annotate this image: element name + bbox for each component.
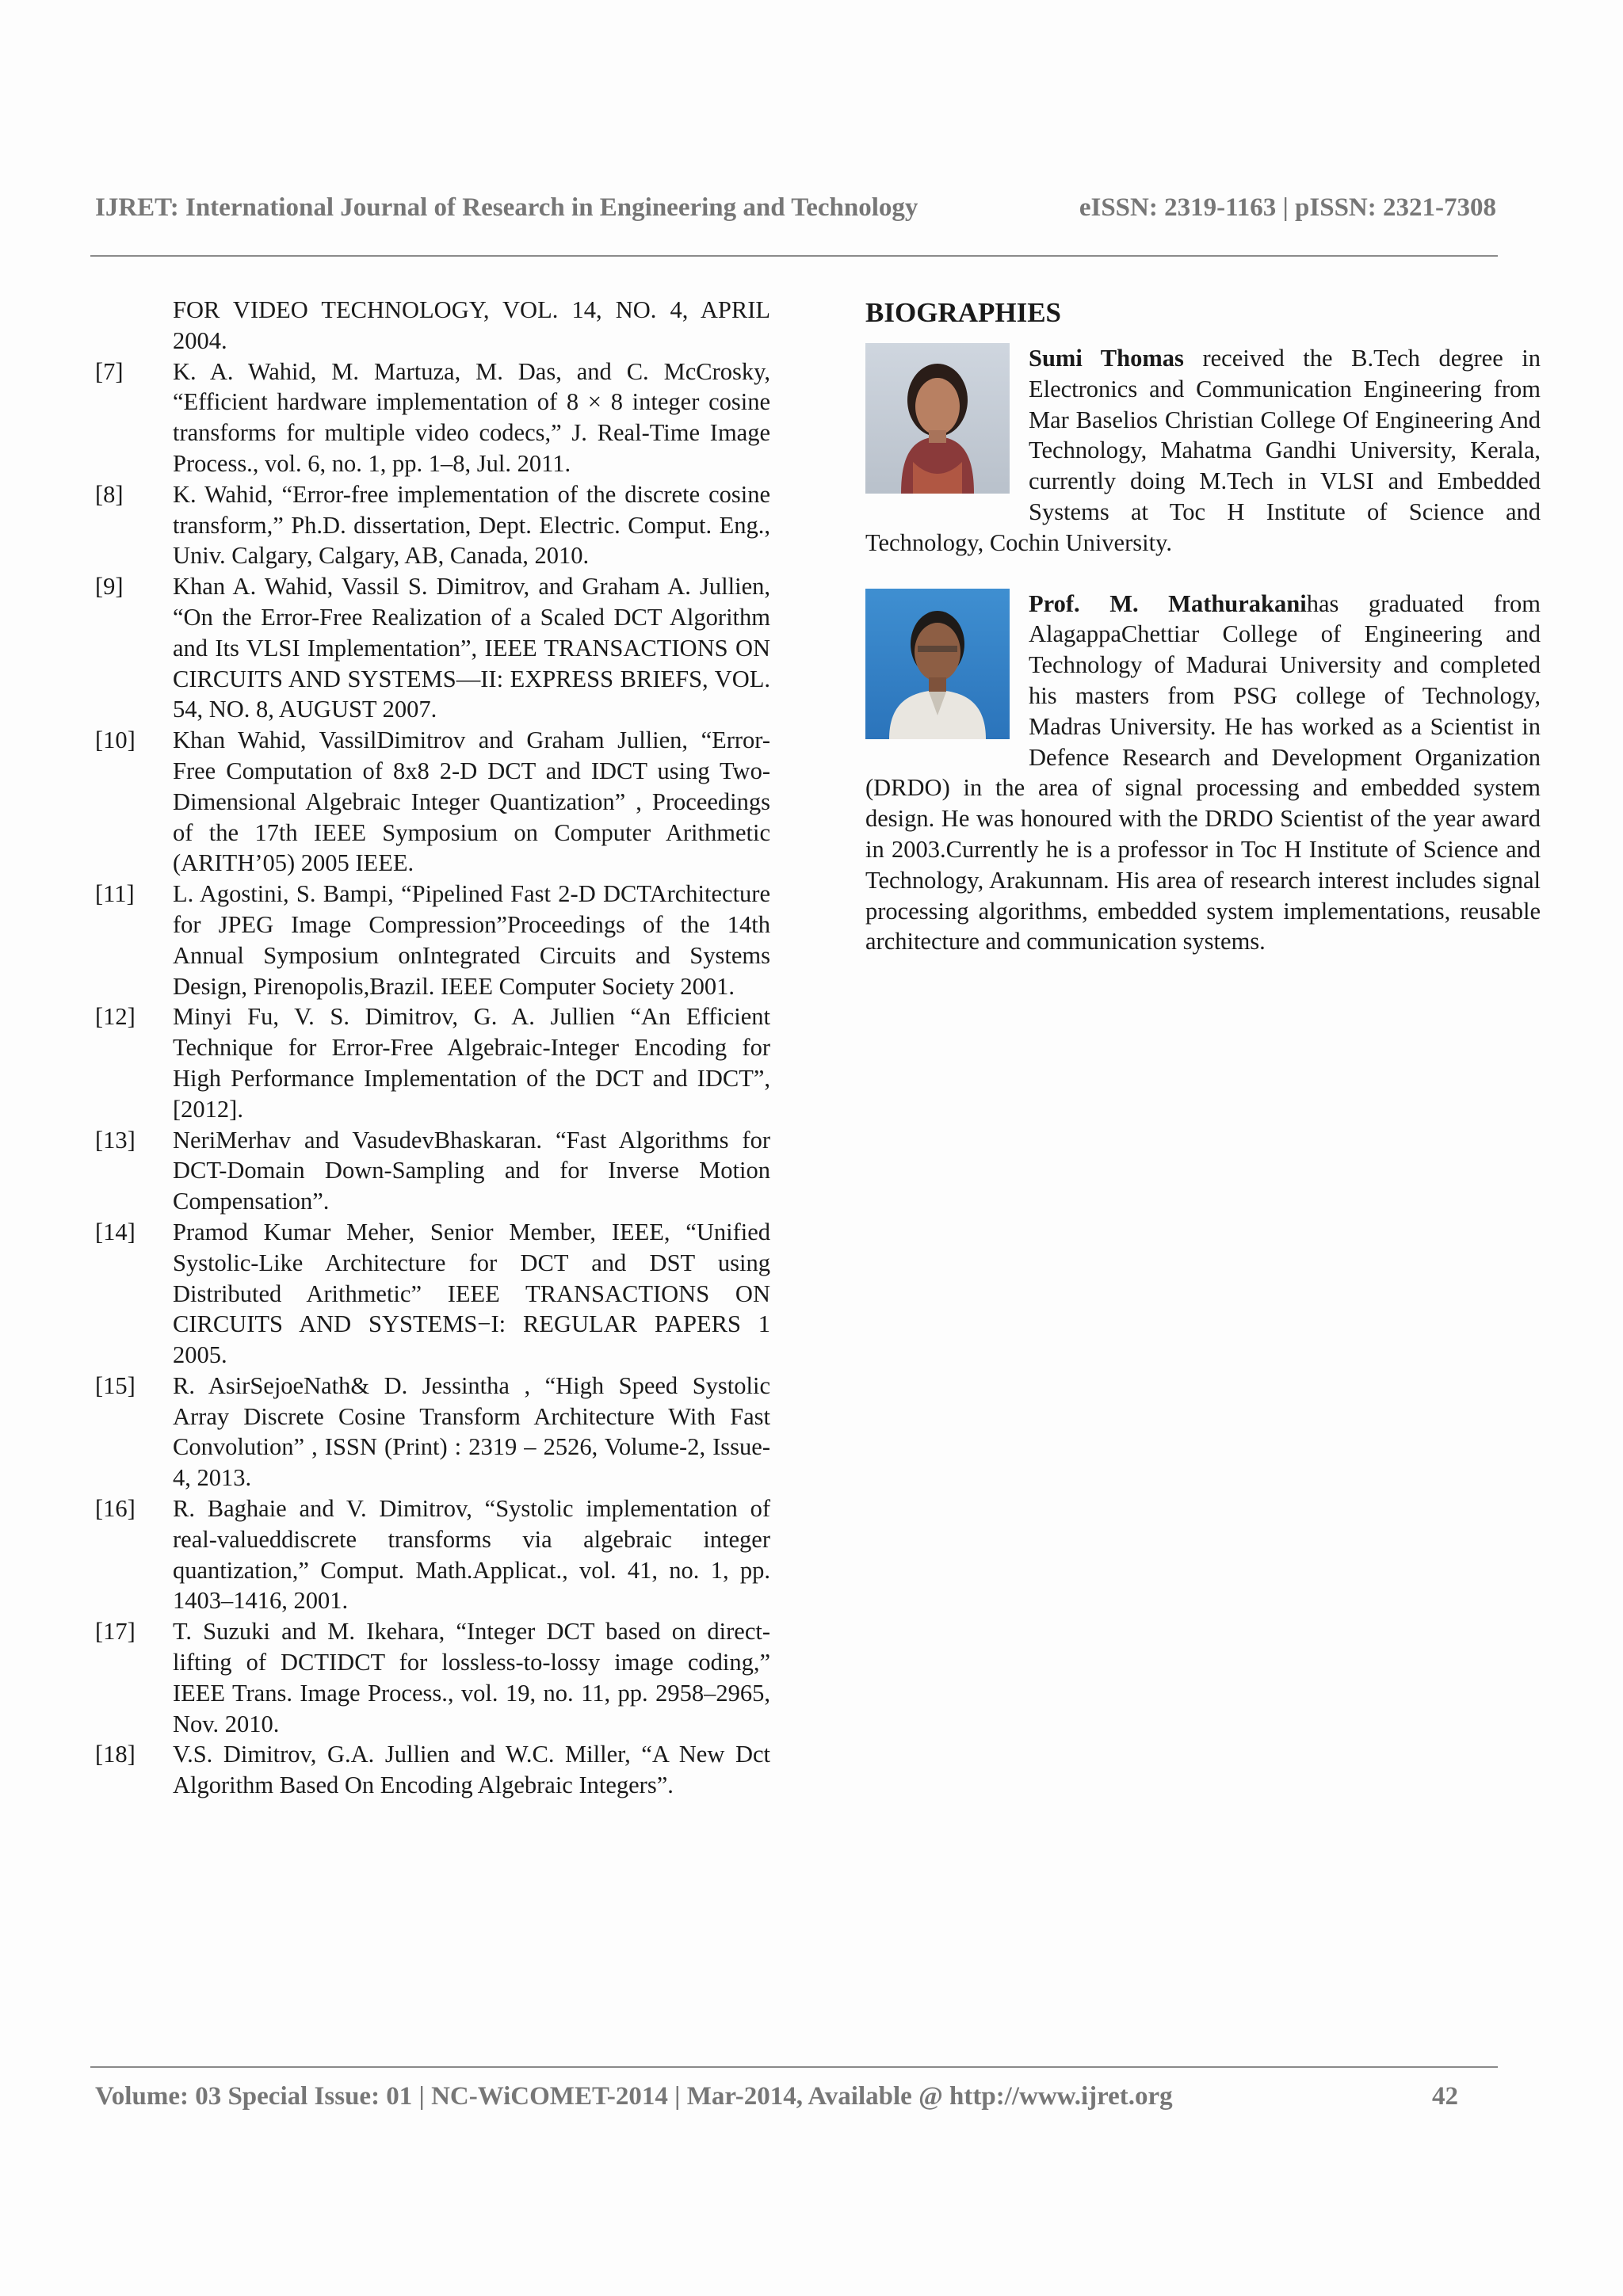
reference-item — [95, 1371, 770, 1493]
reference-number: [10] — [95, 727, 136, 754]
reference-number: [13] — [95, 1126, 136, 1154]
issn: eISSN: 2319-1163 | pISSN: 2321-7308 — [1079, 193, 1496, 222]
reference-text: K. Wahid, “Error-free implementation of the discrete cosine transform,” Ph.D. dissertation, Dept. Electric. Comput. Eng., Univ. Calgary, Calgary, AB, Canada, 2010. — [173, 480, 770, 570]
biography-entry — [865, 589, 1541, 958]
reference-item — [95, 1217, 770, 1371]
reference-text: Khan Wahid, VassilDimitrov and Graham Jullien, “Error-Free Computation of 8x8 2-D DCT and IDCT using Two-Dimensional Algebraic Integer Quantization” , Proceedings of the 17th IEEE Symposium on Computer Arithmetic (ARITH’05) 2005 IEEE. — [173, 727, 770, 877]
footer-rule — [90, 2066, 1498, 2068]
reference-text: Khan A. Wahid, Vassil S. Dimitrov, and Graham A. Jullien, “On the Error-Free Realization of a Scaled DCT Algorithm and Its VLSI Implementation”, IEEE TRANSACTIONS ON CIRCUITS AND SYSTEMS—II: EXPRESS BRIEFS, VOL. 54, NO. 8, AUGUST 2007. — [173, 573, 770, 723]
reference-text: V.S. Dimitrov, G.A. Jullien and W.C. Miller, “A New Dct Algorithm Based On Encoding Algebraic Integers”. — [173, 1741, 770, 1799]
reference-item — [95, 571, 770, 725]
reference-number: [17] — [95, 1618, 136, 1646]
header-rule — [90, 255, 1498, 257]
section-heading: BIOGRAPHIES — [865, 297, 1061, 328]
reference-number: [8] — [95, 480, 124, 508]
author-photo — [865, 343, 1010, 494]
running-header — [95, 193, 1496, 223]
reference-item — [95, 479, 770, 571]
reference-text: FOR VIDEO TECHNOLOGY, VOL. 14, NO. 4, APRIL 2004. — [173, 296, 770, 354]
reference-text: L. Agostini, S. Bampi, “Pipelined Fast 2-D DCTArchitecture for JPEG Image Compression”Proceedings of the 14th Annual Symposium onIntegrated Circuits and Systems Design, Pirenopolis,Brazil. IEEE Computer Society 2001. — [173, 880, 770, 1000]
reference-text: Pramod Kumar Meher, Senior Member, IEEE, “Unified Systolic-Like Architecture for DCT and DST using Distributed Arithmetic” IEEE TRANSACTIONS ON CIRCUITS AND SYSTEMS−I: REGULAR PAPERS 1 2005. — [173, 1218, 770, 1369]
author-name: Sumi Thomas — [1029, 345, 1184, 372]
references-column — [95, 295, 770, 1801]
reference-item — [95, 1125, 770, 1217]
reference-item — [95, 1616, 770, 1739]
reference-item — [95, 1739, 770, 1801]
reference-text: R. Baghaie and V. Dimitrov, “Systolic implementation of real-valueddiscrete transforms via algebraic integer quantization,” Comput. Math.Applicat., vol. 41, no. 1, pp. 1403–1416, 2001. — [173, 1495, 770, 1615]
author-photo — [865, 589, 1010, 739]
reference-number: [15] — [95, 1371, 136, 1399]
author-name: Prof. M. Mathurakani — [1029, 589, 1307, 617]
reference-number: [16] — [95, 1495, 136, 1523]
reference-text: T. Suzuki and M. Ikehara, “Integer DCT based on direct-lifting of DCTIDCT for lossless-to-lossy image coding,” IEEE Trans. Image Process., vol. 19, no. 11, pp. 2958–2965, Nov. 2010. — [173, 1618, 770, 1737]
journal-title: IJRET: International Journal of Research in Engineering and Technology — [95, 193, 918, 222]
footer-volume-info: Volume: 03 Special Issue: 01 | NC-WiCOMET-2014 | Mar-2014, Available @ http://www.ijret.org — [95, 2082, 1173, 2111]
page-number: 42 — [1432, 2082, 1458, 2111]
reference-number: [7] — [95, 357, 124, 385]
reference-item — [95, 1493, 770, 1616]
reference-text: NeriMerhav and VasudevBhaskaran. “Fast Algorithms for DCT-Domain Down-Sampling and for Inverse Motion Compensation”. — [173, 1126, 770, 1215]
biography-entry — [865, 343, 1541, 559]
reference-item — [95, 725, 770, 879]
reference-text: K. A. Wahid, M. Martuza, M. Das, and C. McCrosky, “Efficient hardware implementation of 8 × 8 integer cosine transforms for multiple video codecs,” J. Real-Time Image Process., vol. 6, no. 1, pp. 1–8, Jul. 2011. — [173, 357, 770, 477]
reference-item — [95, 879, 770, 1001]
running-footer — [95, 2082, 1458, 2111]
reference-number: [9] — [95, 573, 124, 601]
reference-number: [11] — [95, 880, 135, 908]
biographies-column — [865, 295, 1541, 987]
reference-number: [14] — [95, 1218, 136, 1245]
reference-item — [95, 357, 770, 479]
biography-text: received the B.Tech degree in Electronics and Communication Engineering from Mar Baselios Christian College Of Engineering And Technology, Mahatma Gandhi University, Kerala, currently doing M.Tech in VLSI and Embedded Systems at Toc H Institute of Science and Technology, Cochin University. — [865, 345, 1541, 556]
reference-item — [95, 295, 770, 357]
reference-text: R. AsirSejoeNath& D. Jessintha , “High Speed Systolic Array Discrete Cosine Transform Architecture With Fast Convolution” , ISSN (Print) : 2319 – 2526, Volume-2, Issue-4, 2013. — [173, 1371, 770, 1492]
reference-item — [95, 1001, 770, 1124]
reference-text: Minyi Fu, V. S. Dimitrov, G. A. Jullien “An Efficient Technique for Error-Free Algebraic-Integer Encoding for High Performance Implementation of the DCT and IDCT”,[2012]. — [173, 1003, 770, 1123]
biography-text: has graduated from AlagappaChettiar College of Engineering and Technology of Madurai University and completed his masters from PSG college of Technology, Madras University. He has worked as a Scientist in Defence Research and Development Organization (DRDO) in the area of signal processing and embedded system design. He was honoured with the DRDO Scientist of the year award in 2003.Currently he is a professor in Toc H Institute of Science and Technology, Arakunnam. His area of research interest includes signal processing algorithms, embedded system implementations, reusable architecture and communication systems. — [865, 589, 1541, 955]
reference-number: [12] — [95, 1003, 136, 1031]
reference-number: [18] — [95, 1741, 136, 1768]
